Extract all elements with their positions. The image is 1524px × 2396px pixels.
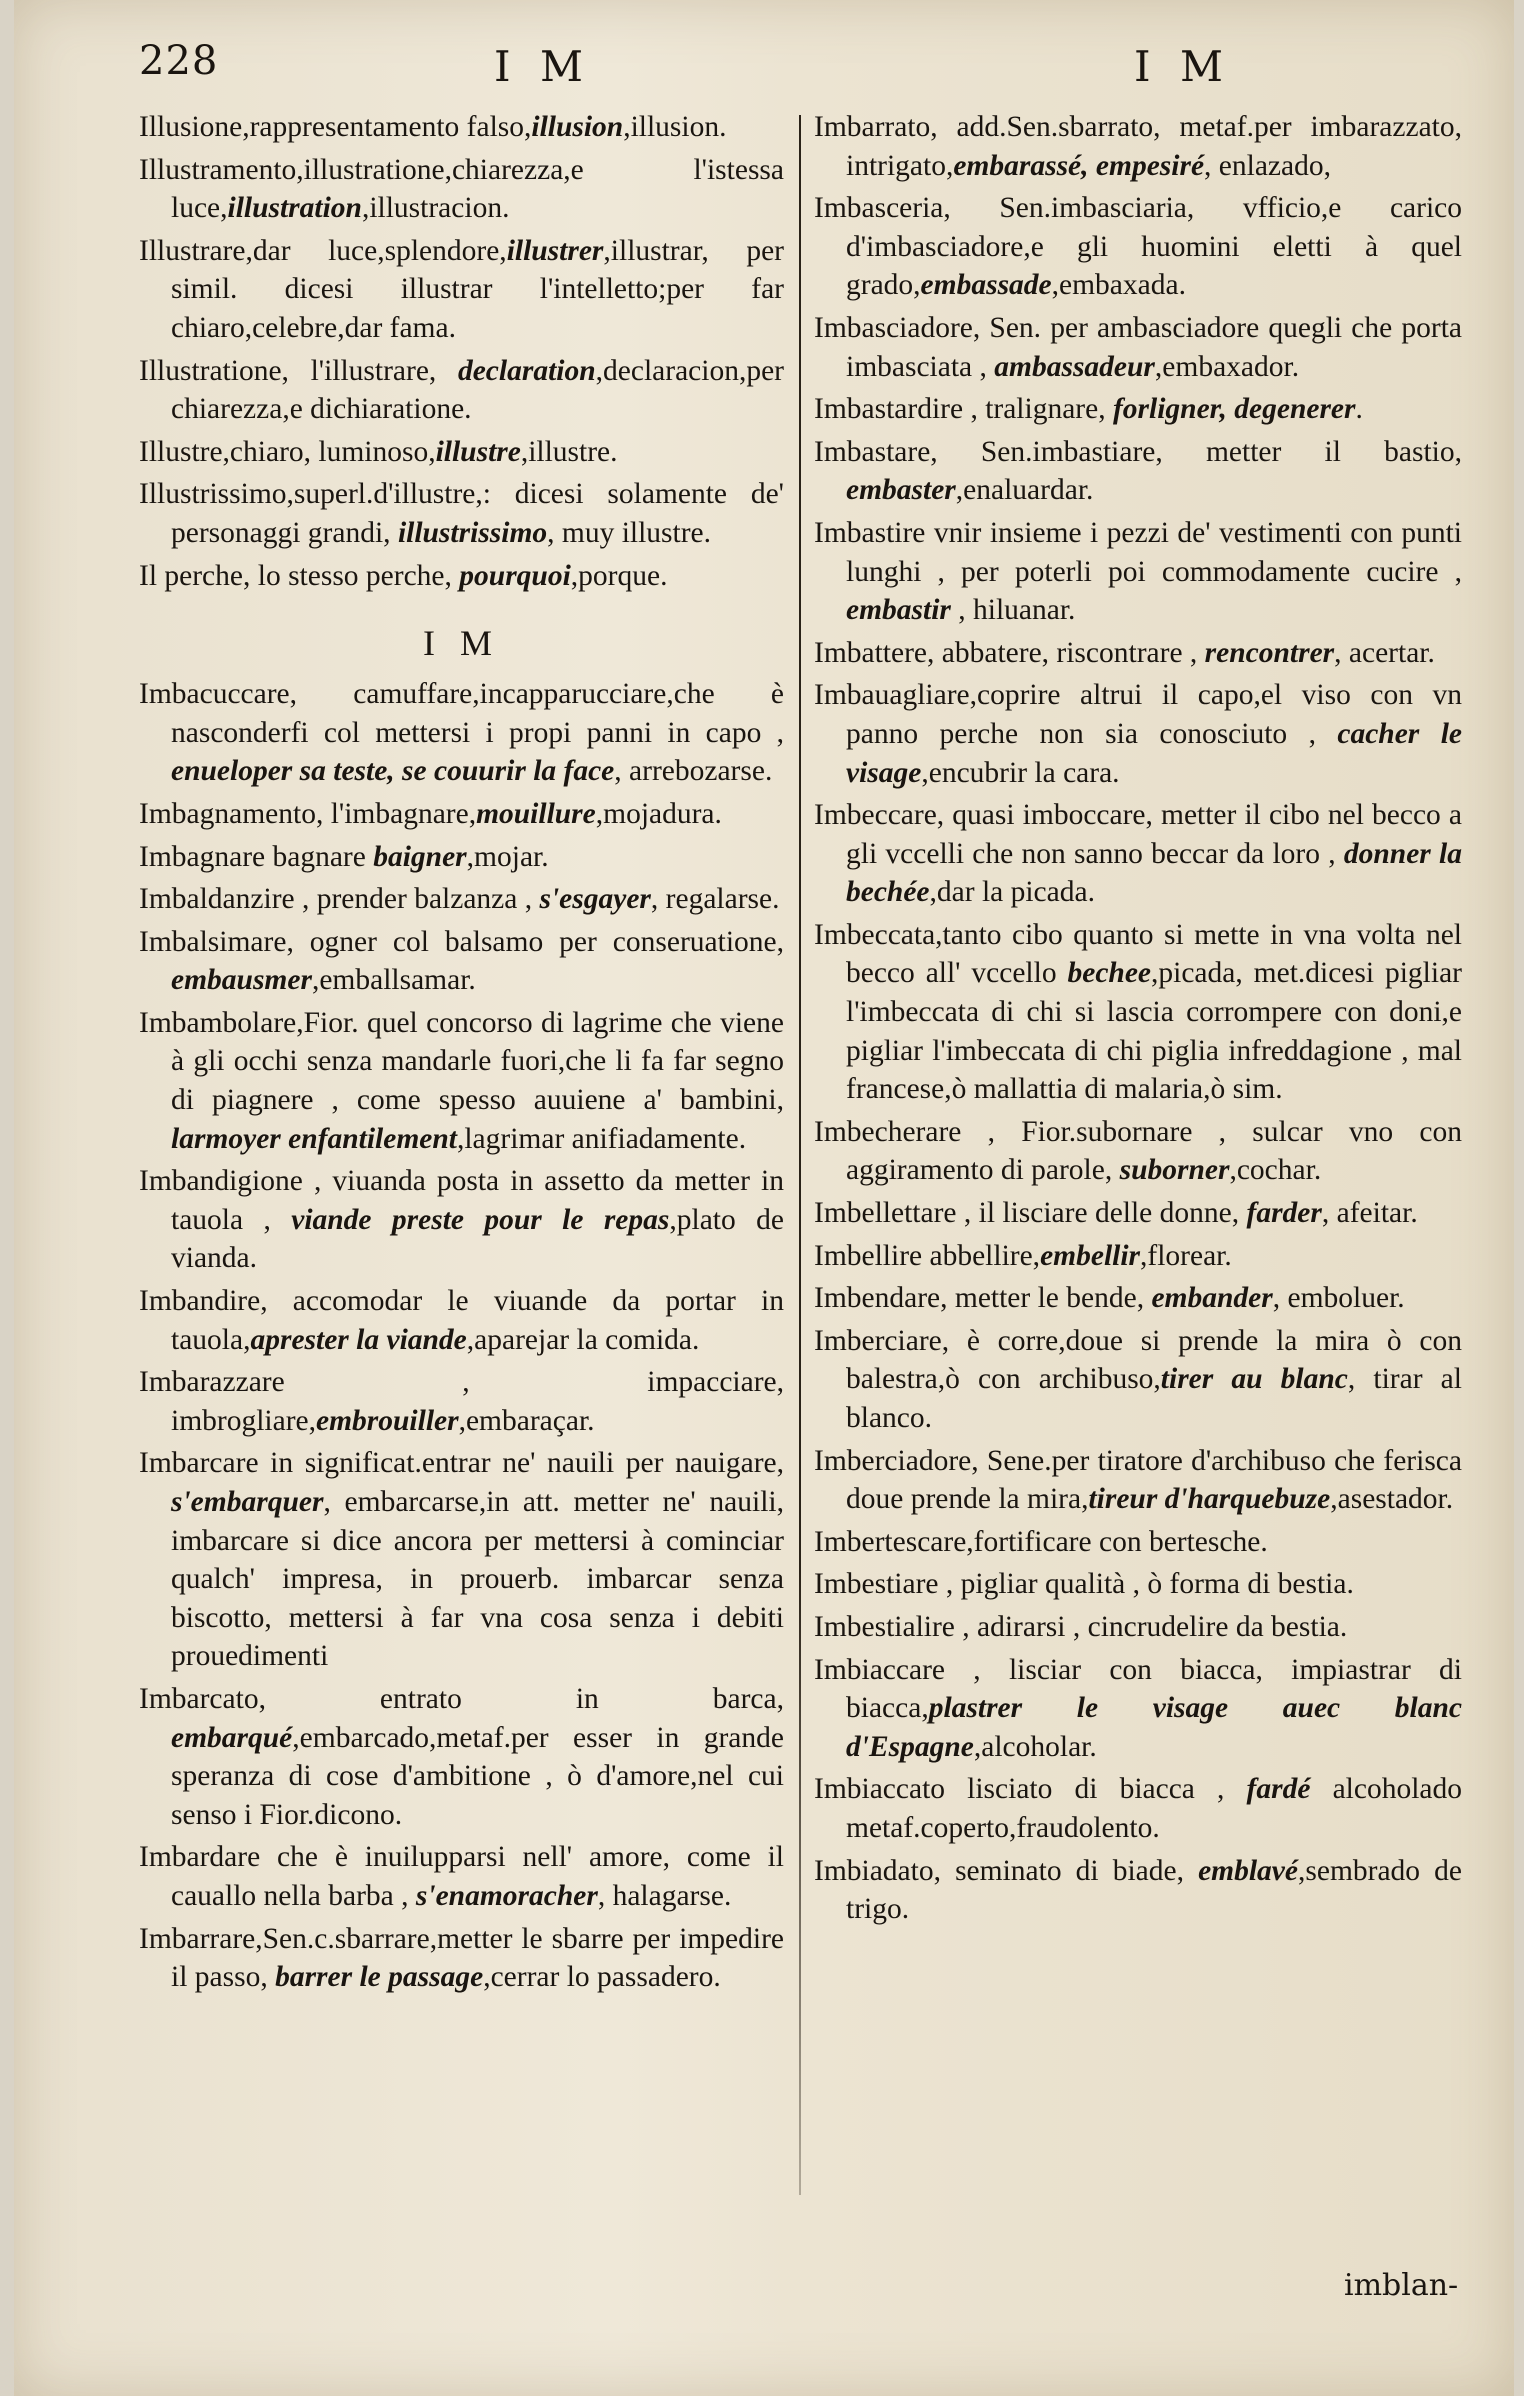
entry-italian: Imbandigione , viuanda posta in assetto da metter in tauola , (139, 1165, 784, 1236)
entry-spanish: alcoholado metaf.coperto,fraudolento. (846, 1773, 1462, 1844)
entry-spanish: , acertar. (1334, 636, 1435, 669)
section-heading: I M (423, 623, 500, 664)
entry-spanish: , regalarse. (650, 883, 780, 916)
entry-italian: Imbarazzare , impacciare, imbrogliare, (139, 1366, 784, 1437)
dictionary-entry (814, 1651, 1462, 1767)
dictionary-entry (139, 1004, 784, 1158)
catchword: imblan- (1344, 2268, 1459, 2303)
entry-italian: Imbendare, metter le bende, (814, 1282, 1152, 1315)
entry-french: cacher le visage (846, 717, 1462, 789)
entry-french: s'esgayer (539, 883, 651, 916)
entry-italian: Imbestialire , adirarsi , cincrudelire da bestia. (814, 1610, 1348, 1643)
entry-spanish: ,mojadura. (595, 797, 722, 830)
dictionary-entry (139, 352, 784, 429)
dictionary-entry (814, 1770, 1462, 1847)
entry-french: s'embarquer (171, 1486, 324, 1518)
dictionary-entry (139, 795, 784, 834)
dictionary-entry (139, 880, 784, 919)
dictionary-entry (139, 1363, 784, 1440)
dictionary-entry (814, 189, 1462, 305)
entry-italian: Imbarcare in significat.entrar ne' nauili per nauigare, (139, 1447, 784, 1480)
entry-french: tireur d'harquebuze (1088, 1483, 1331, 1516)
entry-french: embander (1151, 1282, 1273, 1315)
dictionary-entry (814, 390, 1462, 429)
running-header-left: I M (494, 42, 591, 91)
entry-french: baigner (373, 840, 467, 873)
dictionary-entry (814, 1523, 1462, 1562)
dictionary-entry (814, 1322, 1462, 1438)
entry-italian: Imbasceria, Sen.imbasciaria, vfficio,e carico d'imbasciadore,e gli huomini eletti à quel grado, (814, 192, 1462, 302)
entry-italian: Illustratione, l'illustrare, (139, 354, 458, 387)
entry-french: embarqué (171, 1721, 293, 1754)
dictionary-page (14, 0, 1514, 2396)
entry-french: forligner, degenerer (1112, 393, 1356, 426)
dictionary-entry (814, 1237, 1462, 1276)
entry-italian: Il perche, lo stesso perche, (139, 559, 460, 592)
running-header-right: I M (1134, 42, 1231, 91)
entry-italian: Imbiaccare , lisciar con biacca, impiastrar di biacca, (814, 1653, 1462, 1725)
entry-italian: Imbagnare bagnare (139, 840, 374, 873)
entry-spanish: ,enaluardar. (955, 474, 1094, 507)
dictionary-entry (814, 514, 1462, 630)
entry-french: embausmer (171, 964, 312, 997)
page-number: 228 (139, 38, 219, 84)
entry-italian: Imbattere, abbatere, riscontrare , (814, 636, 1205, 669)
entry-french: donner la bechée (846, 837, 1462, 909)
column-divider (799, 115, 801, 2195)
entry-spanish: ,plato de vianda. (171, 1203, 784, 1275)
entry-italian: Imbecherare , Fior.subornare , sulcar vno con aggiramento di parole, (814, 1115, 1462, 1187)
entry-french: fardé (1246, 1773, 1311, 1806)
dictionary-entry (814, 1442, 1462, 1519)
entry-spanish: ,emballsamar. (311, 964, 476, 997)
dictionary-entry (139, 151, 784, 228)
dictionary-entry (814, 916, 1462, 1109)
dictionary-entry (139, 838, 784, 877)
dictionary-entry (814, 1113, 1462, 1190)
entry-french: embassade (920, 269, 1052, 302)
right-column (814, 108, 1462, 1933)
dictionary-entry (814, 1279, 1462, 1318)
entry-french: illustre (435, 435, 521, 468)
entry-spanish: , emboluer. (1272, 1282, 1405, 1315)
entry-spanish: , enlazado, (1204, 149, 1331, 182)
dictionary-entry (139, 1282, 784, 1359)
entry-italian: Imbasciadore, Sen. per ambasciadore quegli che porta imbasciata , (814, 311, 1462, 383)
dictionary-entry (139, 1920, 784, 1997)
left-entries-bottom (139, 675, 784, 1997)
entry-italian: Imbastare, Sen.imbastiare, metter il bastio, (814, 435, 1462, 468)
entry-spanish: ,dar la picada. (929, 876, 1095, 909)
dictionary-entry (139, 433, 784, 472)
entry-spanish: , halagarse. (597, 1879, 732, 1912)
entry-italian: Imbestiare , pigliar qualità , ò forma di bestia. (814, 1568, 1354, 1601)
entry-italian: Imbalsimare, ogner col balsamo per conseruatione, (139, 925, 784, 958)
entry-french: declaration (457, 354, 596, 387)
entry-spanish: ,illustrar, per simil. dicesi illustrar l'intelletto;per far chiaro,celebre,dar fama. (171, 234, 784, 344)
entry-italian: Imbeccare, quasi imboccare, metter il cibo nel becco a gli vccelli che non sanno beccar da loro , (814, 799, 1462, 870)
entry-italian: Imbardare che è inuilupparsi nell' amore, come il cauallo nella barba , (139, 1841, 784, 1912)
entry-spanish: ,embaxador. (1154, 350, 1300, 383)
entry-spanish: ,declaracion,per chiarezza,e dichiaratione. (171, 354, 784, 426)
entry-french: larmoyer enfantilement (171, 1122, 457, 1155)
entry-french: embarassé, empesiré (953, 149, 1205, 182)
left-column (139, 108, 784, 2001)
dictionary-entry (139, 1838, 784, 1915)
entry-italian: Imberciare, è corre,doue si prende la mira ò con balestra,ò con archibuso, (814, 1324, 1462, 1396)
entry-italian: Imberciadore, Sene.per tiratore d'archibuso che ferisca doue prende la mira, (814, 1444, 1462, 1516)
entry-italian: Imbellire abbellire, (814, 1239, 1041, 1272)
dictionary-entry (814, 1194, 1462, 1233)
dictionary-entry (814, 1608, 1462, 1647)
entry-french: ambassadeur (994, 350, 1155, 383)
entry-spanish: , embarcarse,in att. metter ne' nauili, imbarcare si dice ancora per mettersi à cominciar qualch' impresa, in prouerb. imbarcar senza biscotto, mettersi à far vna cosa senza i debiti prouedimenti (171, 1486, 784, 1673)
dictionary-entry (814, 634, 1462, 673)
entry-italian: Imbellettare , il lisciare delle donne, (814, 1197, 1247, 1230)
entry-french: mouillure (476, 797, 596, 830)
entry-italian: Imbarrare,Sen.c.sbarrare,metter le sbarre per impedire il passo, (139, 1922, 784, 1994)
entry-spanish: ,encubrir la cara. (921, 756, 1120, 789)
entry-spanish: ,lagrimar anifiadamente. (456, 1122, 747, 1155)
entry-french: suborner (1119, 1154, 1230, 1187)
entry-spanish: ,aparejar la comida. (466, 1323, 700, 1356)
entry-french: embellir (1040, 1239, 1141, 1272)
entry-italian: Imbambolare,Fior. quel concorso di lagrime che viene à gli occhi senza mandarle fuori,che li fa far segno di piagnere , come spesso auuiene a' bambini, (139, 1006, 784, 1117)
dictionary-entry (814, 796, 1462, 912)
entry-french: embaster (846, 474, 956, 507)
entry-french: illustrer (506, 234, 604, 267)
entry-spanish: ,cochar. (1229, 1154, 1322, 1187)
entry-italian: Imbagnamento, l'imbagnare, (139, 797, 477, 830)
entry-french: rencontrer (1204, 636, 1335, 669)
entry-italian: Illustre,chiaro, luminoso, (139, 435, 436, 468)
entry-italian: Imbauagliare,coprire altrui il capo,el viso con vn panno perche non sia conosciuto , (814, 679, 1462, 750)
entry-spanish: ,sembrado de trigo. (846, 1854, 1462, 1926)
left-entries-top (139, 108, 784, 595)
entry-italian: Illustramento,illustratione,chiarezza,e l'istessa luce, (139, 153, 784, 225)
entry-french: aprester la viande (250, 1323, 467, 1356)
entry-spanish: ,embaraçar. (458, 1404, 595, 1437)
entry-french: enueloper sa teste, se couurir la face (171, 755, 615, 788)
entry-french: viande preste pour le repas (291, 1203, 670, 1236)
dictionary-entry (139, 232, 784, 348)
dictionary-entry (139, 108, 784, 147)
entry-italian: Illustrare,dar luce,splendore, (139, 234, 507, 267)
entry-spanish: ,asestador. (1330, 1483, 1454, 1516)
dictionary-entry (139, 1680, 784, 1834)
entry-french: embastir (846, 594, 951, 627)
entry-french: embrouiller (316, 1404, 459, 1437)
dictionary-entry (814, 433, 1462, 510)
entry-italian: Imbertescare,fortificare con bertesche. (814, 1525, 1268, 1558)
entry-italian: Illustrissimo,superl.d'illustre,: dicesi solamente de' personaggi grandi, (139, 478, 784, 549)
entry-spanish: , tirar al blanco. (846, 1363, 1462, 1434)
dictionary-entry (814, 1852, 1462, 1929)
entry-italian: Imbiaccato lisciato di biacca , (814, 1773, 1247, 1806)
entry-spanish: . (1355, 393, 1363, 426)
entry-spanish: , muy illustre. (547, 516, 712, 549)
entry-spanish: ,embarcado,metaf.per esser in grande speranza di cose d'ambitione , ò d'amore,nel cui senso i Fior.dicono. (171, 1721, 784, 1831)
entry-spanish: ,mojar. (466, 840, 549, 873)
entry-french: farder (1246, 1197, 1322, 1230)
entry-italian: Imbeccata,tanto cibo quanto si mette in vna volta nel becco all' vccello (814, 918, 1462, 990)
entry-spanish: ,illusion. (623, 111, 727, 143)
entry-italian: Illusione,rappresentamento falso, (139, 111, 532, 143)
dictionary-entry (139, 557, 784, 596)
entry-french: illusion (531, 111, 624, 143)
entry-spanish: ,porque. (570, 559, 668, 592)
dictionary-entry (139, 1162, 784, 1278)
dictionary-entry (139, 923, 784, 1000)
dictionary-entry (139, 675, 784, 791)
entry-italian: Imbarcato, entrato in barca, (139, 1682, 784, 1715)
entry-french: s'enamoracher (415, 1879, 598, 1912)
entry-spanish: ,embaxada. (1051, 269, 1186, 302)
entry-french: tirer au blanc (1160, 1363, 1348, 1396)
entry-french: barrer le passage (275, 1961, 484, 1994)
entry-french: pourquoi (459, 559, 571, 592)
entry-french: bechee (1067, 957, 1152, 990)
entry-italian: Imbiadato, seminato di biade, (814, 1854, 1199, 1887)
entry-french: plastrer le visage auec blanc d'Espagne (846, 1692, 1462, 1763)
entry-french: emblavé (1198, 1854, 1298, 1887)
dictionary-entry (814, 1565, 1462, 1604)
entry-spanish: ,florear. (1140, 1239, 1232, 1272)
entry-italian: Imbastardire , tralignare, (814, 393, 1113, 426)
dictionary-entry (139, 475, 784, 552)
entry-french: illustrissimo (397, 516, 548, 549)
entry-italian: Imbacuccare, camuffare,incapparucciare,che è nasconderfi col mettersi i propi panni in capo , (139, 678, 784, 749)
entry-italian: Imbarrato, add.Sen.sbarrato, metaf.per imbarazzato, intrigato, (814, 111, 1462, 182)
dictionary-entry (139, 1444, 784, 1676)
entry-spanish: ,cerrar lo passadero. (483, 1961, 721, 1994)
entry-spanish: ,illustracion. (361, 192, 510, 225)
right-entries (814, 108, 1462, 1929)
entry-spanish: , arrebozarse. (614, 755, 773, 788)
entry-spanish: , afeitar. (1321, 1197, 1418, 1230)
entry-spanish: ,illustre. (520, 435, 618, 468)
entry-italian: Imbaldanzire , prender balzanza , (139, 883, 540, 916)
entry-french: illustration (227, 192, 362, 225)
entry-italian: Imbastire vnir insieme i pezzi de' vestimenti con punti lunghi , per poterli poi commodamente cucire , (814, 516, 1462, 588)
entry-italian: Imbandire, accomodar le viuande da portar in tauola, (139, 1285, 784, 1356)
dictionary-entry (814, 676, 1462, 792)
entry-spanish: ,alcoholar. (973, 1730, 1097, 1763)
entry-spanish: , hiluanar. (950, 594, 1076, 627)
dictionary-entry (814, 309, 1462, 386)
dictionary-entry (814, 108, 1462, 185)
entry-spanish: ,picada, met.dicesi pigliar l'imbeccata di chi si lascia corrompere con doni,e pigliar l'imbeccata di chi piglia infreddagione , mal francese,ò mallattia di malaria,ò sim. (846, 957, 1462, 1106)
